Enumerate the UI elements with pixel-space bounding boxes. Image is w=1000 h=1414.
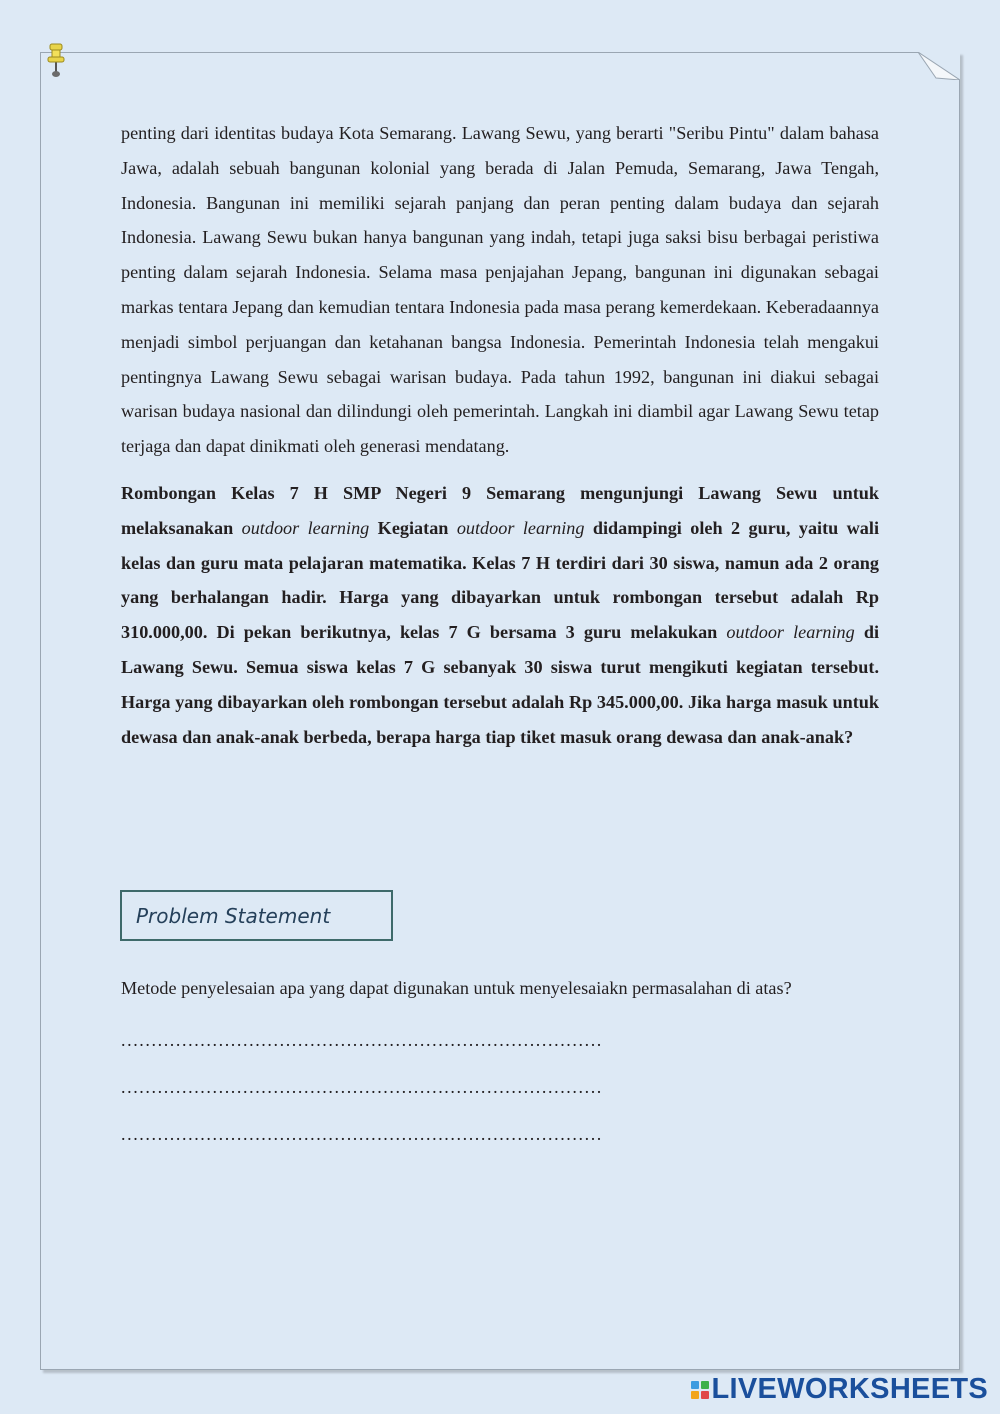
page-corner-fold xyxy=(918,52,960,80)
question-text: Metode penyelesaian apa yang dapat digunakan untuk menyelesaiakn permasalahan di atas? xyxy=(121,978,792,998)
answer-line-2[interactable]: ............................................................................... xyxy=(121,1077,603,1097)
problem-statement-box xyxy=(120,890,393,941)
brand-name: LIVEWORKSHEETS xyxy=(711,1373,988,1405)
intro-paragraph: penting dari identitas budaya Kota Semarang. Lawang Sewu, yang berarti "Seribu Pintu" dalam bahasa Jawa, adalah sebuah bangunan kolonial yang berada di Jalan Pemuda, Semarang, Jawa Tengah, Indonesia. Bangunan ini memiliki sejarah panjang dan peran penting dalam budaya dan sejarah Indonesia. Lawang Sewu bukan hanya bangunan yang indah, tetapi juga saksi bisu berbagai peristiwa penting dalam sejarah Indonesia. Selama masa penjajahan Jepang, bangunan ini digunakan sebagai markas tentara Jepang dan kemudian tentara Indonesia pada masa perang kemerdekaan. Keberadaannya menjadi simbol perjuangan dan ketahanan bangsa Indonesia. Pemerintah Indonesia telah mengakui pentingnya Lawang Sewu sebagai warisan budaya. Pada tahun 1992, bangunan ini diakui sebagai warisan budaya nasional dan dilindungi oleh pemerintah. Langkah ini diambil agar Lawang Sewu tetap terjaga dan dapat dinikmati oleh generasi mendatang. xyxy=(121,123,879,457)
answer-line-3[interactable]: ............................................................................... xyxy=(121,1124,603,1144)
section-title: Problem Statement xyxy=(136,903,331,928)
main-content xyxy=(121,116,879,754)
problem-paragraph: Rombongan Kelas 7 H SMP Negeri 9 Semarang mengunjungi Lawang Sewu untuk melaksanakan outdoor learning Kegiatan outdoor learning didampingi oleh 2 guru, yaitu wali kelas dan guru mata pelajaran matematika. Kelas 7 H terdiri dari 30 siswa, namun ada 2 orang yang berhalangan hadir. Harga yang dibayarkan untuk rombongan tersebut adalah Rp 310.000,00. Di pekan berikutnya, kelas 7 G bersama 3 guru melakukan outdoor learning di Lawang Sewu. Semua siswa kelas 7 G sebanyak 30 siswa turut mengikuti kegiatan tersebut. Harga yang dibayarkan oleh rombongan tersebut adalah Rp 345.000,00. Jika harga masuk untuk dewasa dan anak-anak berbeda, berapa harga tiap tiket masuk orang dewasa dan anak-anak? xyxy=(121,482,880,747)
answer-line-1[interactable]: ............................................................................... xyxy=(121,1030,603,1050)
liveworksheets-logo-icon xyxy=(691,1381,709,1399)
pushpin-icon xyxy=(44,40,68,80)
liveworksheets-logo xyxy=(691,1373,989,1406)
